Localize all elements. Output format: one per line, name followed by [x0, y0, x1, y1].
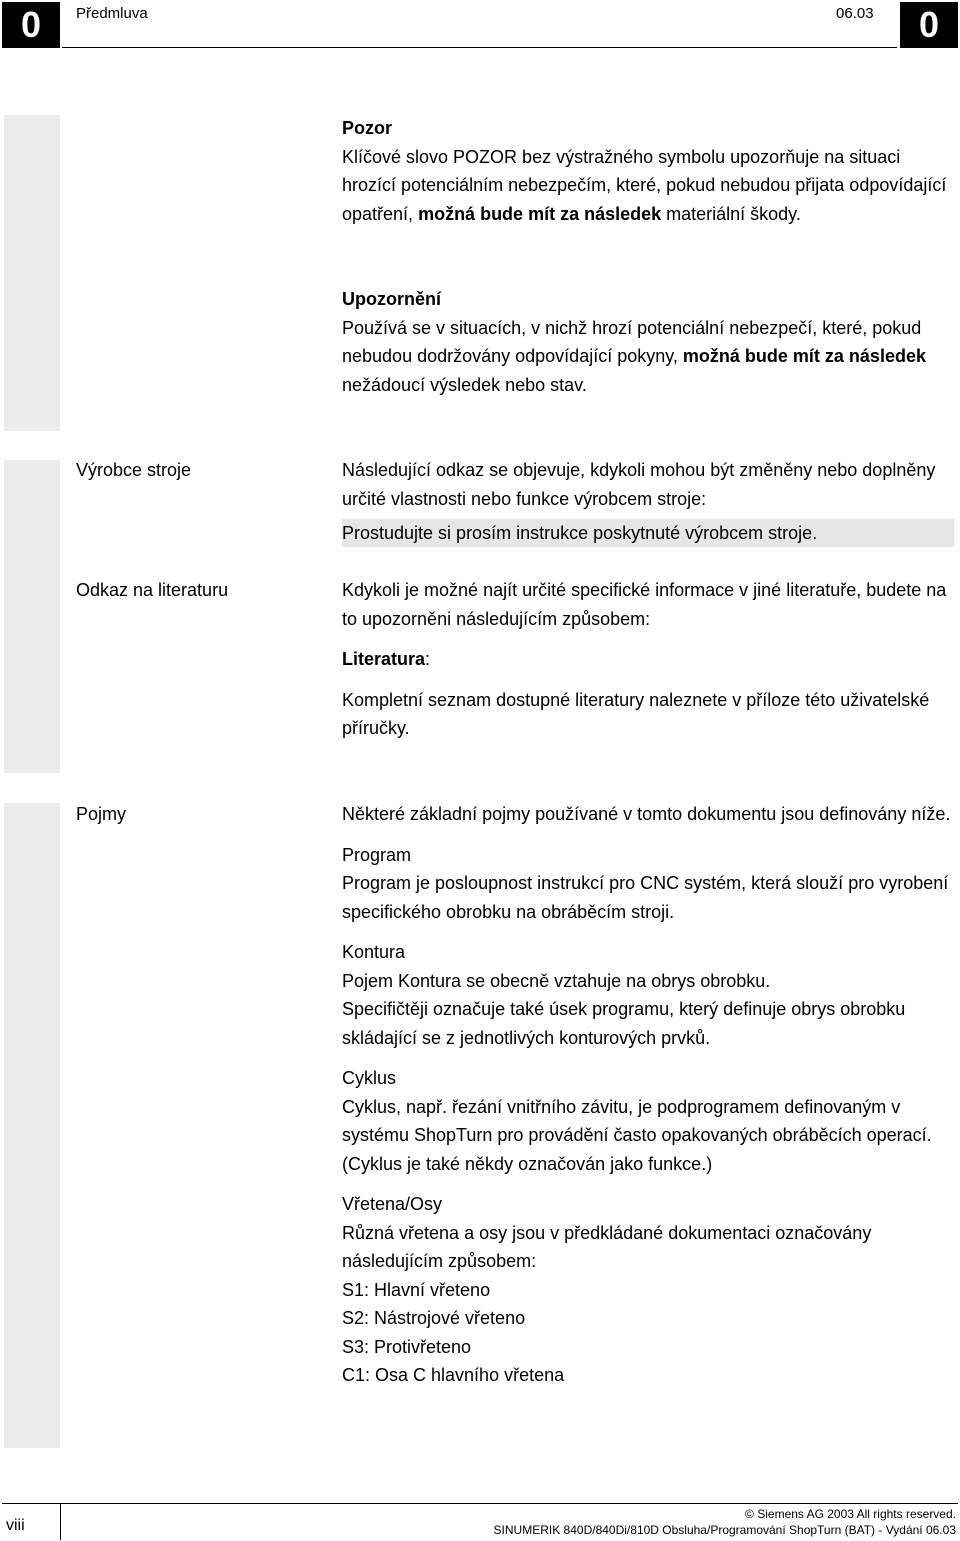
program-title: Program	[342, 844, 412, 865]
pozor-section	[342, 114, 954, 228]
pozor-text-a: Klíčové slovo POZOR bez výstražného symbolu upozorňuje na situaci hrozící potenciálním nebezpečím, které, pokud nebudou přijata odpovídající opatření,	[342, 146, 947, 224]
footer-product: SINUMERIK 840D/840Di/810D Obsluha/Programování ShopTurn (BAT) - Vydání 06.03	[493, 1523, 956, 1537]
upozorneni-text-a: Používá se v situacích, v nichž hrozí potenciální nebezpečí, které, pokud nebudou dodržovány odpovídající pokyny,	[342, 317, 922, 366]
spindle-s1: S1: Hlavní vřeteno	[342, 1279, 491, 1300]
upozorneni-section	[342, 285, 954, 399]
cyklus-text-1: Cyklus, např. řezání vnitřního závitu, je podprogramem definovaným v systému ShopTurn pro provádění často opakovaných obráběcích operací.	[342, 1096, 932, 1145]
pozor-text	[342, 143, 954, 229]
spindle-s2: S2: Nástrojové vřeteno	[342, 1308, 526, 1328]
literatura-label: Odkaz na literaturu	[76, 580, 229, 600]
literatura-section	[342, 576, 954, 743]
program-text: Program je posloupnost instrukcí pro CNC systém, která slouží pro vyrobení specifického obrobku na obráběcím stroji.	[342, 873, 949, 922]
pojmy-intro: Některé základní pojmy používané v tomto dokumentu jsou definovány níže.	[342, 804, 951, 824]
literatura-ref-text: Kompletní seznam dostupné literatury naleznete v příloze této uživatelské příručky.	[342, 689, 930, 738]
vyrobce-section	[342, 456, 954, 547]
literatura-text: Kdykoli je možné najít určité specifické informace v jiné literatuře, budete na to upozorněni následujícím způsobem:	[342, 580, 947, 629]
page-number: viii	[6, 1517, 25, 1534]
margin-bar-references	[4, 460, 60, 773]
upozorneni-text-b: nežádoucí výsledek nebo stav.	[342, 374, 587, 395]
upozorneni-text	[342, 314, 954, 400]
margin-bar-warnings	[4, 115, 60, 431]
pojmy-label: Pojmy	[76, 804, 127, 824]
vyrobce-text: Následující odkaz se objevuje, kdykoli mohou být změněny nebo doplněny určité vlastnosti nebo funkce výrobcem stroje:	[342, 460, 936, 509]
upozorneni-title: Upozornění	[342, 289, 441, 309]
vyrobce-note: Prostudujte si prosím instrukce poskytnuté výrobcem stroje.	[342, 519, 954, 547]
footer-rule	[2, 1503, 958, 1504]
header-date: 06.03	[836, 5, 874, 22]
kontura-title: Kontura	[342, 942, 406, 962]
footer-separator	[60, 1504, 61, 1540]
pozor-title: Pozor	[342, 118, 393, 138]
chapter-number-right: 0	[900, 2, 958, 48]
cyklus-text-2: (Cyklus je také někdy označován jako funkce.)	[342, 1153, 713, 1174]
pozor-text-b: materiální škody.	[661, 203, 801, 224]
vyrobce-label: Výrobce stroje	[76, 460, 192, 480]
spindle-s3: S3: Protivřeteno	[342, 1336, 472, 1357]
literatura-ref	[342, 645, 954, 674]
section-title: Předmluva	[76, 5, 148, 22]
axis-c1: C1: Osa C hlavního vřetena	[342, 1365, 565, 1385]
pozor-text-bold: možná bude mít za následek	[418, 203, 662, 224]
upozorneni-text-bold: možná bude mít za následek	[682, 346, 926, 366]
margin-bar-terms	[4, 803, 60, 1448]
cyklus-title: Cyklus	[342, 1068, 397, 1088]
pojmy-section	[342, 800, 954, 1390]
kontura-text-2: Specifičtěji označuje také úsek programu, který definuje obrys obrobku skládající se z jednotlivých konturových prvků.	[342, 999, 906, 1048]
kontura-text-1: Pojem Kontura se obecně vztahuje na obrys obrobku.	[342, 970, 771, 991]
chapter-number-left: 0	[2, 2, 60, 48]
vretena-title: Vřetena/Osy	[342, 1194, 443, 1214]
literatura-ref-label: Literatura	[342, 649, 426, 669]
literatura-ref-colon: :	[425, 649, 431, 669]
vretena-text: Různá vřetena a osy jsou v předkládané dokumentaci označovány následujícím způsobem:	[342, 1222, 872, 1271]
header-rule	[62, 47, 897, 48]
footer-copyright: © Siemens AG 2003 All rights reserved.	[745, 1507, 956, 1521]
